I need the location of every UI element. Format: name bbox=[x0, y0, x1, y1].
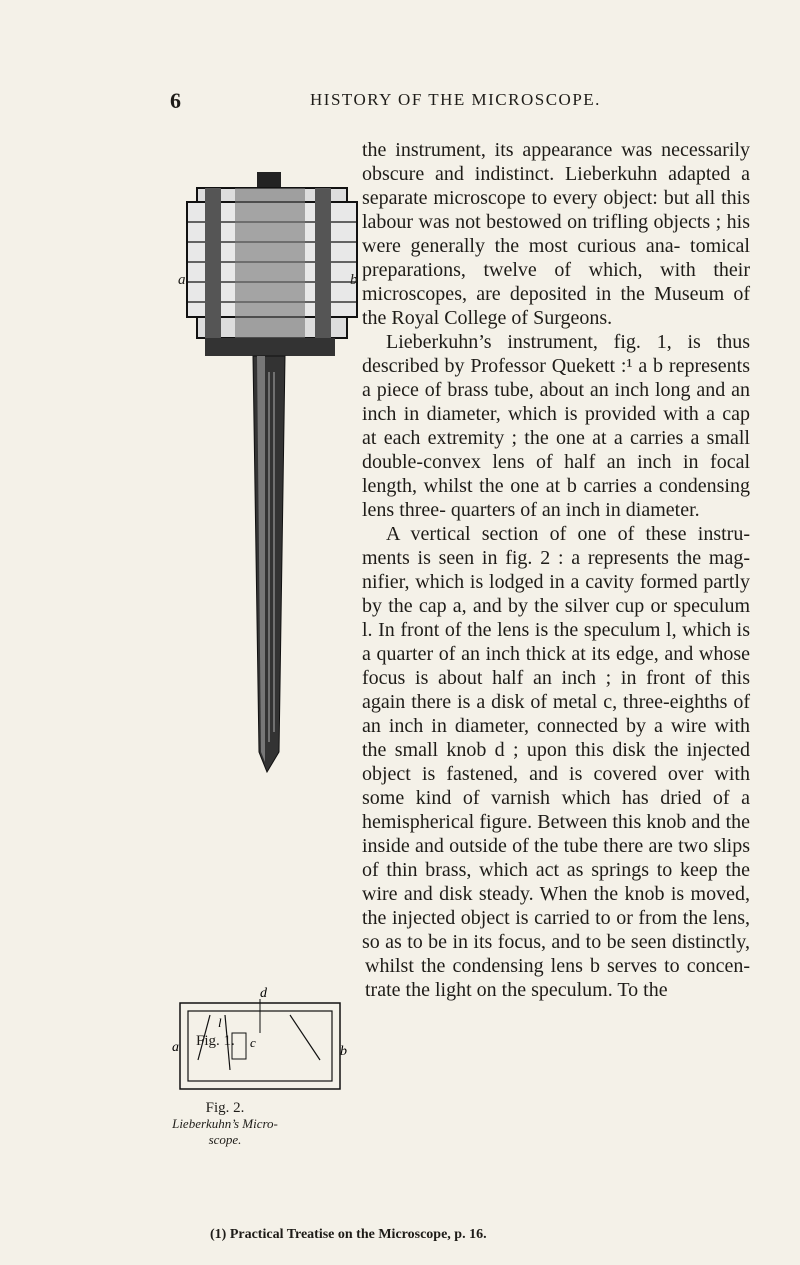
footnote: (1) Practical Treatise on the Microscope, p. 16. bbox=[210, 1227, 487, 1242]
svg-text:c: c bbox=[250, 1035, 256, 1050]
paragraph-3: A vertical section of one of these instru- ments is seen in fig. 2 : a represents the mag- nifier, which is lodged in a cavity formed partly by the cap a, and by the silver cup or speculum l. In front of the lens is the speculum l, which is a quarter of an inch thick at its edge, and whose focus is about half an inch ; in front of this again there is a disk of metal c, three-eighths of an inch in diameter, connected by a wire with the small knob d ; upon this disk the injected object is fastened, and is covered over with some kind of varnish which has dried of a hemispherical figure. Between this knob and the inside and outside of the tube there are two slips of thin brass, which act as springs to keep the wire and disk steady. When the knob is moved, the injected object is carried to or from the lens, so as to be in its focus, and to be seen distinctly, whilst the condensing lens b serves to concen- trate the light on the speculum. To the bbox=[362, 523, 750, 1001]
figure-2-label-d: d bbox=[260, 986, 267, 1001]
figure-2-caption-block bbox=[165, 1100, 285, 1148]
running-title: HISTORY OF THE MICROSCOPE. bbox=[310, 90, 601, 109]
svg-text:a: a bbox=[172, 1040, 179, 1055]
figure-2-caption-line2: scope. bbox=[208, 1132, 242, 1147]
figure-1-caption: Fig. 1. bbox=[196, 1033, 235, 1049]
page-header bbox=[0, 88, 800, 112]
body-text bbox=[165, 138, 750, 1152]
paragraph-1: the instrument, its appearance was necessarily obscure and indistinct. Lieberkuhn adapted a separate microscope to every object: but all this labour was not bestowed on trifling objects ; his were generally the most curious ana- tomical preparations, twelve of which, with their microscopes, are deposited in the Museum of the Royal College of Surgeons. bbox=[362, 139, 750, 329]
figure-1-label-a: a bbox=[178, 272, 186, 288]
svg-text:l: l bbox=[218, 1015, 222, 1030]
figure-1-label-b: b bbox=[350, 272, 358, 288]
svg-text:b: b bbox=[340, 1044, 347, 1059]
figure-2-caption: Fig. 2. bbox=[205, 1100, 245, 1116]
paragraph-2: Lieberkuhn’s instrument, fig. 1, is thus described by Professor Quekett :¹ a b represents a piece of brass tube, about an inch long and an inch in diameter, which is provided with a cap at each extremity ; the one at a carries a small double-convex lens of half an inch in focal length, whilst the one at b carries a condensing lens three- quarters of an inch in diameter. bbox=[362, 331, 750, 521]
page-number: 6 bbox=[170, 88, 181, 113]
figure-2-caption-line1: Lieberkuhn’s Micro- bbox=[172, 1116, 278, 1131]
